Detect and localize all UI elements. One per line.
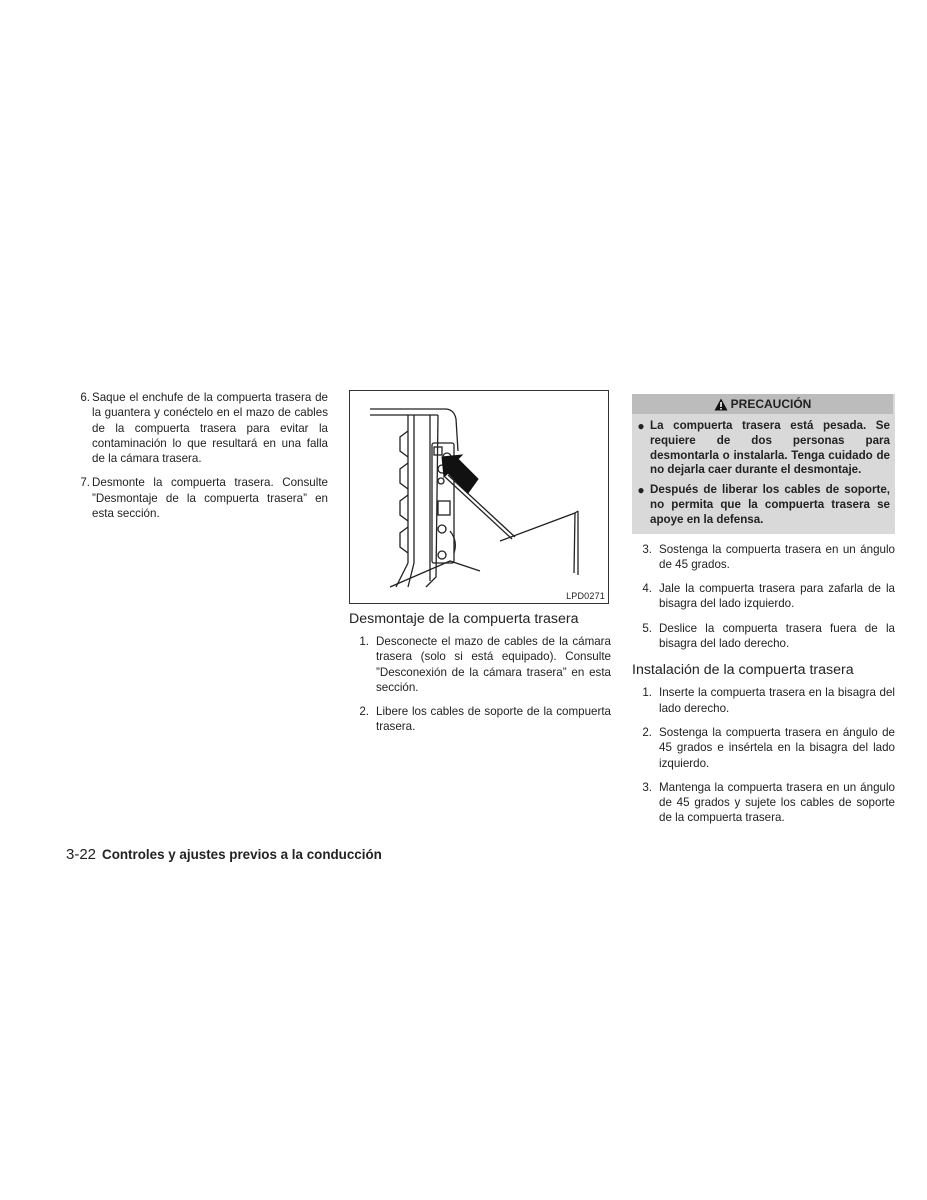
- step-item: [632, 581, 895, 612]
- step-number: 7.: [80, 476, 90, 490]
- right-column: [632, 394, 895, 835]
- step-item: [70, 475, 328, 521]
- step-item: [632, 685, 895, 716]
- bullet-dot: ●: [637, 419, 645, 433]
- caution-bullet: [632, 483, 893, 527]
- step-number: 2.: [359, 705, 369, 719]
- step-text: Sostenga la compuerta trasera en un ángulo de 45 grados.: [659, 542, 895, 571]
- step-item: [349, 634, 611, 695]
- page-footer: [66, 846, 382, 863]
- caution-box: [632, 394, 895, 534]
- section-heading: Desmontaje de la compuerta trasera: [349, 611, 579, 627]
- caution-text: Después de liberar los cables de soporte, no permita que la compuerta trasera se apoye en la defensa.: [650, 483, 890, 526]
- step-number: 3.: [642, 542, 652, 556]
- step-text: Inserte la compuerta trasera en la bisagra del lado derecho.: [659, 686, 895, 715]
- caution-header: [632, 394, 893, 414]
- step-number: 6.: [80, 391, 90, 404]
- bullet-dot: ●: [637, 483, 645, 498]
- figure-code: LPD0271: [566, 591, 605, 601]
- step-number: 1.: [359, 635, 369, 648]
- middle-column: [349, 390, 611, 744]
- step-item: [349, 704, 611, 735]
- step-text: Desmonte la compuerta trasera. Consulte ”Desmontaje de la compuerta trasera” en esta sección.: [92, 476, 328, 521]
- step-text: Jale la compuerta trasera para zafarla de la bisagra del lado izquierdo.: [659, 582, 895, 611]
- step-number: 4.: [642, 582, 652, 596]
- caution-text: La compuerta trasera está pesada. Se requiere de dos personas para desmontarla o instalarla. Tenga cuidado de no dejarla caer durante el desmontaje.: [650, 419, 890, 477]
- caution-bullet: [632, 419, 893, 478]
- step-item: [70, 390, 328, 466]
- section-title: Controles y ajustes previos a la conducción: [102, 847, 382, 862]
- section-heading: Instalación de la compuerta trasera: [632, 662, 854, 679]
- step-text: Libere los cables de soporte de la compuerta trasera.: [376, 705, 611, 734]
- tailgate-illustration: [349, 390, 609, 604]
- step-item: [632, 780, 895, 826]
- step-text: Desconecte el mazo de cables de la cámara trasera (solo si está equipado). Consulte ”Desconexión de la cámara trasera” en esta sección.: [376, 635, 611, 694]
- step-item: [632, 725, 895, 771]
- step-number: 5.: [642, 621, 652, 635]
- step-text: Deslice la compuerta trasera fuera de la bisagra del lado derecho.: [659, 621, 895, 651]
- step-item: [632, 542, 895, 573]
- page-number: 3-22: [66, 846, 97, 863]
- tailgate-hinge-drawing: [350, 391, 610, 605]
- caution-title: PRECAUCIÓN: [730, 397, 812, 411]
- step-number: 1.: [642, 686, 652, 700]
- step-text: Saque el enchufe de la compuerta trasera de la guantera y conéctelo en el mazo de cables de la compuerta trasera para evitar la contaminación lo que resultará en una falla de la cámara trasera.: [92, 391, 328, 466]
- step-text: Sostenga la compuerta trasera en ángulo de 45 grados e insértela en la bisagra del lado izquierdo.: [659, 725, 895, 770]
- left-column: [70, 390, 328, 530]
- warning-icon: [714, 398, 728, 411]
- step-number: 3.: [642, 780, 652, 794]
- step-item: [632, 621, 895, 652]
- step-text: Mantenga la compuerta trasera en un ángulo de 45 grados y sujete los cables de soporte de la compuerta trasera.: [659, 780, 895, 825]
- step-number: 2.: [642, 725, 652, 739]
